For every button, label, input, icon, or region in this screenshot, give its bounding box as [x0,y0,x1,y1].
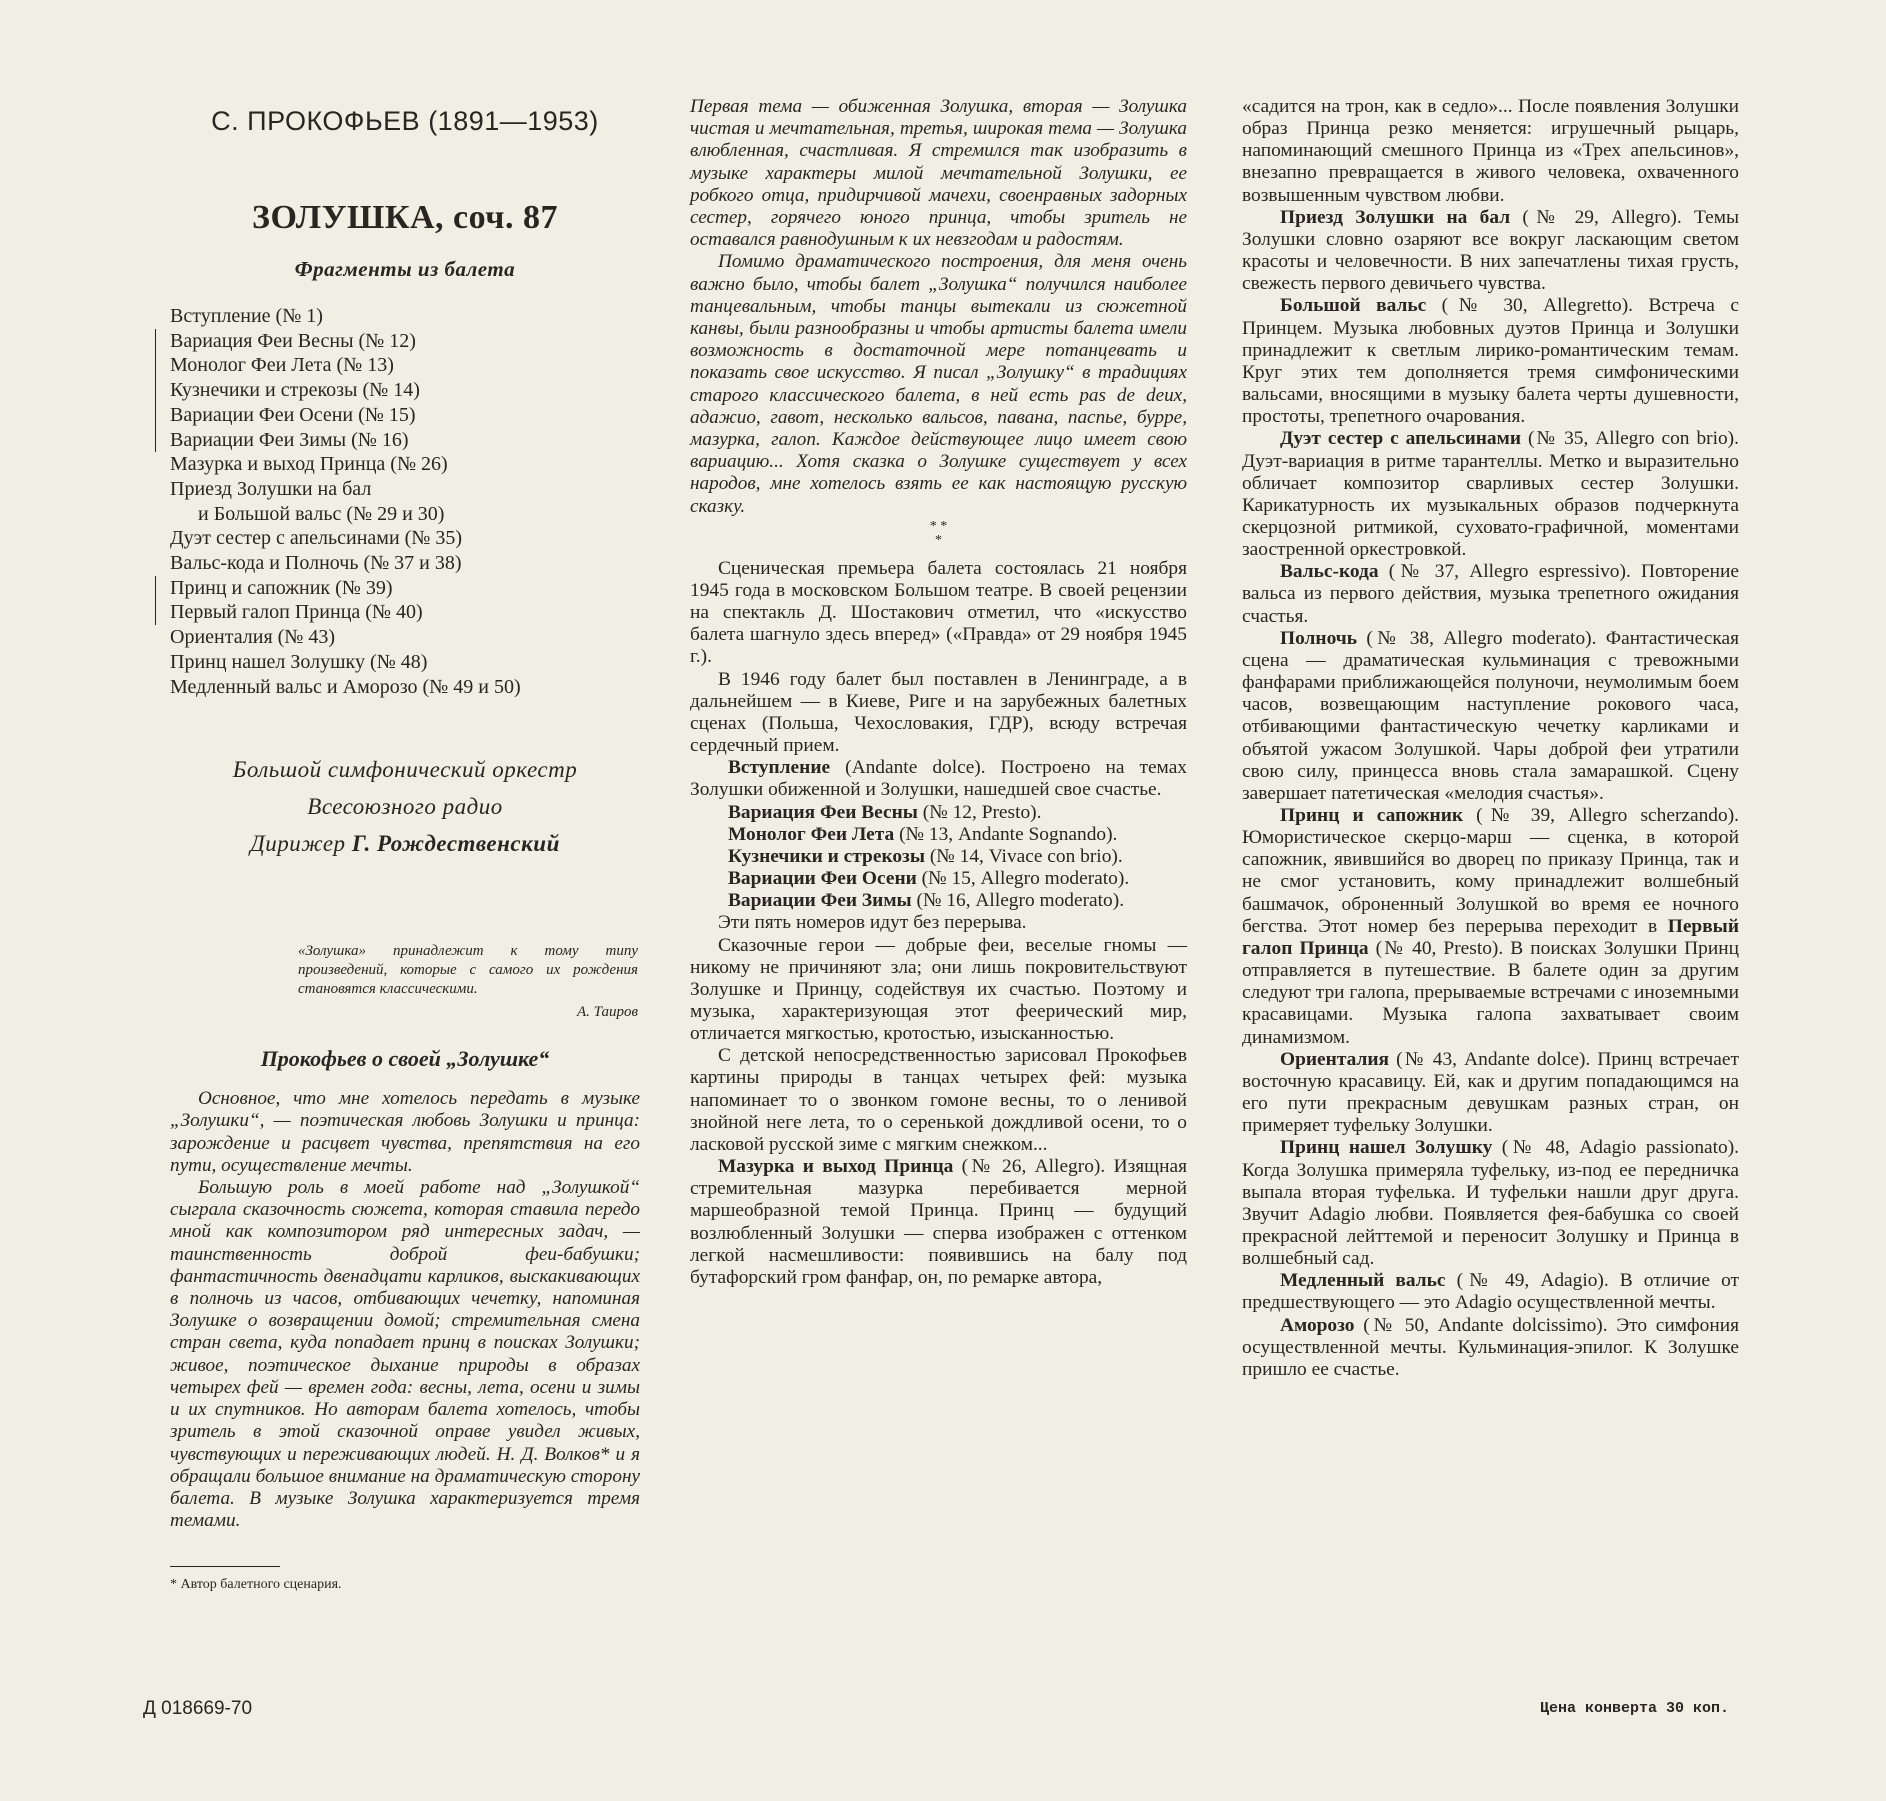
work-subtitle: Фрагменты из балета [294,257,516,281]
piece-title: Вариации Феи Зимы [728,890,912,912]
track-item: Вариации Феи Зимы (№ 16) [170,428,640,453]
piece-text: (№ 26, Allegro). Изящная стремительная мазурка перебивается мерной маршеобразной темой Принца. Принц — будущий возлюбленный Золушки — сперва изображен с оттенком легкой насмешливости: появившись на балу под бутафорский гром фанфар, он, по ремарке автора, [690,1156,1187,1288]
commentary-paragraph [1242,1270,1739,1314]
middle-column [690,96,1187,1289]
track-item: Приезд Золушки на бал [170,477,372,500]
commentary-text [690,558,1187,1289]
piece-title: Вариация Феи Весны [728,801,918,823]
essay-paragraph: Большую роль в моей работе над „Золушкой“ сыграла сказочность сюжета, которая ставила передо мной как композитором ряд интересных задач, — таинственность доброй феи-бабушки; фантастичность двенадцати карликов, выскакивающих в полночь из часов, отбивающих чечетку, напоминая Золушке о возвращении домой; стремительная смена стран света, куда попадает принц в поисках Золушки; живое, поэтическое дыхание природы в образах четырех фей — времен года: весны, лета, осени и зимы и их спутников. Но авторам балета хотелось, чтобы зритель в этой сказочной оправе увидел живых, чувствующих и переживающих людей. Н. Д. Волков* и я обращали большое внимание на драматическую сторону балета. В музыке Золушка характеризуется тремя темами. [170,1177,640,1532]
track-item: Вальс-кода и Полночь (№ 37 и 38) [170,552,462,575]
conductor-line [170,825,640,862]
essay-paragraph: Первая тема — обиженная Золушка, вторая — Золушка чистая и мечтательная, третья, широкая тема — Золушка влюбленная, счастливая. Я стремился так изобразить в музыке характеры милой мечтательной Золушки, ее робкого отца, придирчивой мачехи, своенравных задорных сестер, горячего юного принца, чтобы зритель не оставался равнодушным к их невзгодам и радостям. [690,96,1187,251]
piece-text: (Andante dolce). Построено на темах Золушки обиженной и Золушки, нашедшей свое счастье. [690,757,1187,801]
composer-heading: С. ПРОКОФЬЕВ (1891—1953) [211,106,599,136]
orchestra-line-1: Большой симфонический оркестр [232,757,578,783]
piece-text: (№ 15, Allegro moderato). [916,868,1130,890]
piece-title: Ориенталия [1280,1048,1389,1070]
commentary-paragraph: В 1946 году балет был поставлен в Ленинграде, а в дальнейшем — в Киеве, Риге и на зарубежных балетных сценах (Польша, Чехословакия, ГДР), всюду встречая сердечный прием. [690,668,1187,757]
piece-text: (№ 38, Allegro moderato). Фантастическая сцена — драматическая кульминация с тревожными фанфарами приближающейся полуночи, неумолимым боем часов, возвещающим наступление рокового часа, отбивающими фантастическую чечетку карликами и объятой ужасом Золушкой. Чары доброй феи утратили свою силу, принцесса вновь стала замарашкой. Сцену завершает патетическая «мелодия счастья». [1242,627,1739,804]
commentary-paragraph [690,890,1187,912]
piece-title: Первый галоп Принца [1242,915,1739,959]
commentary-paragraph [1242,1049,1739,1138]
footnote-divider [170,1566,280,1567]
piece-text: (№ 29, Allegro). Темы Золушки словно озаряют все вокруг ласкающим светом красоты и человечности. В них запечатлены тихая грусть, свежесть первого девичьего чувства. [1242,206,1739,295]
piece-text: (№ 37, Allegro espressivo). Повторение вальса из первого действия, музыка трепетного ожидания счастья. [1242,561,1739,627]
commentary-paragraph [1242,295,1739,428]
piece-text: (№ 30, Allegretto). Встреча с Принцем. Музыка любовных дуэтов Принца и Золушки принадлежит к светлым лирико-романтическим темам. Круг этих тем дополняется тремя симфоническими вальсами, вносящими в музыку балета черты душевности, простоты, трепетного очарования. [1242,295,1739,428]
essay-text [170,1088,640,1532]
epigraph [298,942,638,1022]
piece-title: Приезд Золушки на бал [1280,206,1511,228]
track-item: Принц нашел Золушку (№ 48) [170,650,428,673]
commentary-paragraph [690,846,1187,868]
piece-text: (№ 12, Presto). [917,801,1042,823]
piece-title: Вступление [728,757,831,779]
epigraph-text: «Золушка» принадлежит к тому типу произведений, которые с самого их рождения становятся классическими. [298,943,638,998]
piece-text: (№ 14, Vivace con brio). [924,845,1123,867]
separator-stars: * * [929,518,948,534]
footnote: * Автор балетного сценария. [170,1577,342,1593]
essay-title: Прокофьев о своей „Золушке“ [260,1046,550,1072]
section-separator [690,520,1187,558]
track-item: Монолог Феи Лета (№ 13) [170,353,640,378]
piece-title: Большой вальс [1280,295,1427,317]
essay-paragraph: Основное, что мне хотелось передать в музыке „Золушки“, — поэтическая любовь Золушки и принца: зарождение и расцвет чувства, препятствия на его пути, осуществление мечты. [170,1088,640,1176]
orchestra-line-2: Всесоюзного радио [307,794,503,820]
essay-paragraph: Помимо драматического построения, для меня очень важно было, чтобы балет „Золушка“ получился наиболее танцевальным, чтобы танцы вытекали из сюжетной канвы, были разнообразны и чтобы артисты балета имели возможность в достаточной мере потанцевать и показать свое искусство. Я писал „Золушку“ в традициях старого классического балета, в ней есть pas de deux, адажио, гавот, несколько вальсов, павана, паспье, бурре, мазурка, галоп. Каждое действующее лицо имеет свою вариацию... Хотя сказка о Золушке существует у всех народов, мне хотелось взять ее как настоящую русскую сказку. [690,251,1187,517]
track-item: Кузнечики и стрекозы (№ 14) [170,378,640,403]
piece-title: Кузнечики и стрекозы [728,845,925,867]
commentary-paragraph [690,757,1187,801]
commentary-paragraph [1242,207,1739,296]
commentary-paragraph [1242,561,1739,627]
performers [170,751,640,862]
commentary-paragraph: Эти пять номеров идут без перерыва. [718,912,1027,934]
track-item: Принц и сапожник (№ 39) [170,576,640,601]
track-item: Вариации Феи Осени (№ 15) [170,403,640,428]
work-title: ЗОЛУШКА, соч. 87 [252,199,558,236]
piece-title: Вальс-кода [1280,561,1379,583]
track-list [170,304,640,699]
commentary-text-continued [1242,96,1739,1381]
piece-text: (№ 43, Andante dolce). Принц встречает восточную красавицу. Ей, как и другим попадающимся на его пути прекрасным девушкам разных стран, он примеряет туфельку Золушки. [1242,1048,1739,1137]
price-label: Цена конверта 30 коп. [1540,1700,1730,1717]
separator-star: * [935,532,942,548]
track-item: Вступление (№ 1) [170,305,323,327]
left-column [170,96,640,1593]
piece-text: (№ 13, Andante Sognando). [894,823,1118,845]
commentary-paragraph [1242,1315,1739,1381]
piece-title: Полночь [1280,627,1357,649]
piece-text: (№ 39, Allegro scherzando). Юмористическое скерцо-марш — сценка, в которой сапожник, явившийся во дворец по приказу Принца, так и не смог установить, кому принадлежит волшебный башмачок, оброненный Золушкой во время ее ночного бегства. Этот номер без перерыва переходит в [1242,805,1739,937]
piece-text: (№ 48, Adagio passionato). Когда Золушка примеряла туфельку, из-под ее передничка выпала вторая туфелька. И туфельки нашли друг друга. Звучит Adagio любви. Появляется фея-бабушка со своей прекрасной лейттемой и переносит Золушку и Принца в волшебный сад. [1242,1137,1740,1270]
commentary-paragraph [1242,805,1739,1049]
track-item: Мазурка и выход Принца (№ 26) [170,453,448,476]
piece-text: (№ 50, Andante dolcissimo). Это симфония осуществленной мечты. Кульминация-эпилог. К Золушке пришло ее счастье. [1242,1314,1739,1380]
track-item: Медленный вальс и Аморозо (№ 49 и 50) [170,675,521,698]
catalog-number: Д 018669-70 [143,1698,253,1719]
epigraph-author: А. Таиров [577,1004,638,1021]
right-column [1242,96,1739,1381]
commentary-paragraph: Сценическая премьера балета состоялась 21 ноября 1945 года в московском Большом театре. В своей рецензии на спектакль Д. Шостакович отметил, что «искусство балета шагнуло здесь вперед» («Правда» от 29 ноября 1945 г.). [690,557,1187,668]
piece-title: Аморозо [1280,1314,1355,1336]
piece-text: (№ 49, Adagio). В отличие от предшествующего — это Adagio осуществленной мечты. [1242,1270,1739,1314]
commentary-paragraph [690,802,1187,824]
commentary-paragraph [690,1156,1187,1289]
commentary-paragraph [690,824,1187,846]
commentary-paragraph: Сказочные герои — добрые феи, веселые гномы — никому не причиняют зла; они лишь покровительствуют Золушке и Принцу, содействуя их счастью. Поэтому и музыка, характеризующая этот феерический мир, отличается мягкостью, кротостью, изысканностью. [690,934,1187,1045]
track-item: Вариация Феи Весны (№ 12) [170,329,640,354]
piece-text: (№ 40, Presto). В поисках Золушки Принц отправляется в путешествие. В балете один за другим следуют три галопа, прерываемые встречами с иноземными красавицами. Музыка галопа захватывает своим динамизмом. [1242,937,1739,1048]
piece-text: (№ 16, Allegro moderato). [911,890,1125,912]
piece-title: Вариации Феи Осени [728,868,917,890]
piece-title: Дуэт сестер с апельсинами [1280,428,1522,450]
commentary-paragraph [1242,628,1739,805]
conductor-label: Дирижер [250,831,346,857]
commentary-paragraph [1242,1137,1739,1270]
piece-title: Медленный вальс [1280,1270,1446,1292]
piece-title: Принц и сапожник [1280,805,1464,826]
commentary-paragraph [690,868,1187,890]
commentary-paragraph: С детской непосредственностью зарисовал Прокофьев картины природы в танцах четырех фей: музыка напоминает то о звонком гомоне весны, то о ленивой знойной неге лета, то о серенькой дождливой осени, то о ласковой русской зиме с мягким снежком... [690,1045,1187,1155]
piece-title: Мазурка и выход Принца [718,1156,954,1178]
piece-title: Монолог Феи Лета [728,823,895,845]
track-item: и Большой вальс (№ 29 и 30) [198,502,445,525]
commentary-paragraph: «садится на трон, как в седло»... После появления Золушки образ Принца резко меняется: игрушечный рыцарь, напоминающий смешного Принца из «Трех апельсинов», внезапно превращается в живого человека, охваченного возвышенным чувством любви. [1242,96,1739,206]
track-item: Ориенталия (№ 43) [170,626,336,649]
piece-title: Принц нашел Золушку [1280,1137,1493,1159]
conductor-name: Г. Рождественский [351,831,560,857]
piece-text: (№ 35, Allegro con brio). Дуэт-вариация в ритме тарантеллы. Метко и выразительно обличает композитор сварливых сестер Золушки. Карикатурность их музыкальных образов подчеркнута скерцозной ритмикой, суховато-графичной, моментами заостренной оркестровкой. [1242,428,1739,561]
commentary-paragraph [1242,428,1739,561]
essay-text-continued [690,96,1187,518]
track-item: Дуэт сестер с апельсинами (№ 35) [170,527,463,550]
track-item: Первый галоп Принца (№ 40) [170,600,640,625]
